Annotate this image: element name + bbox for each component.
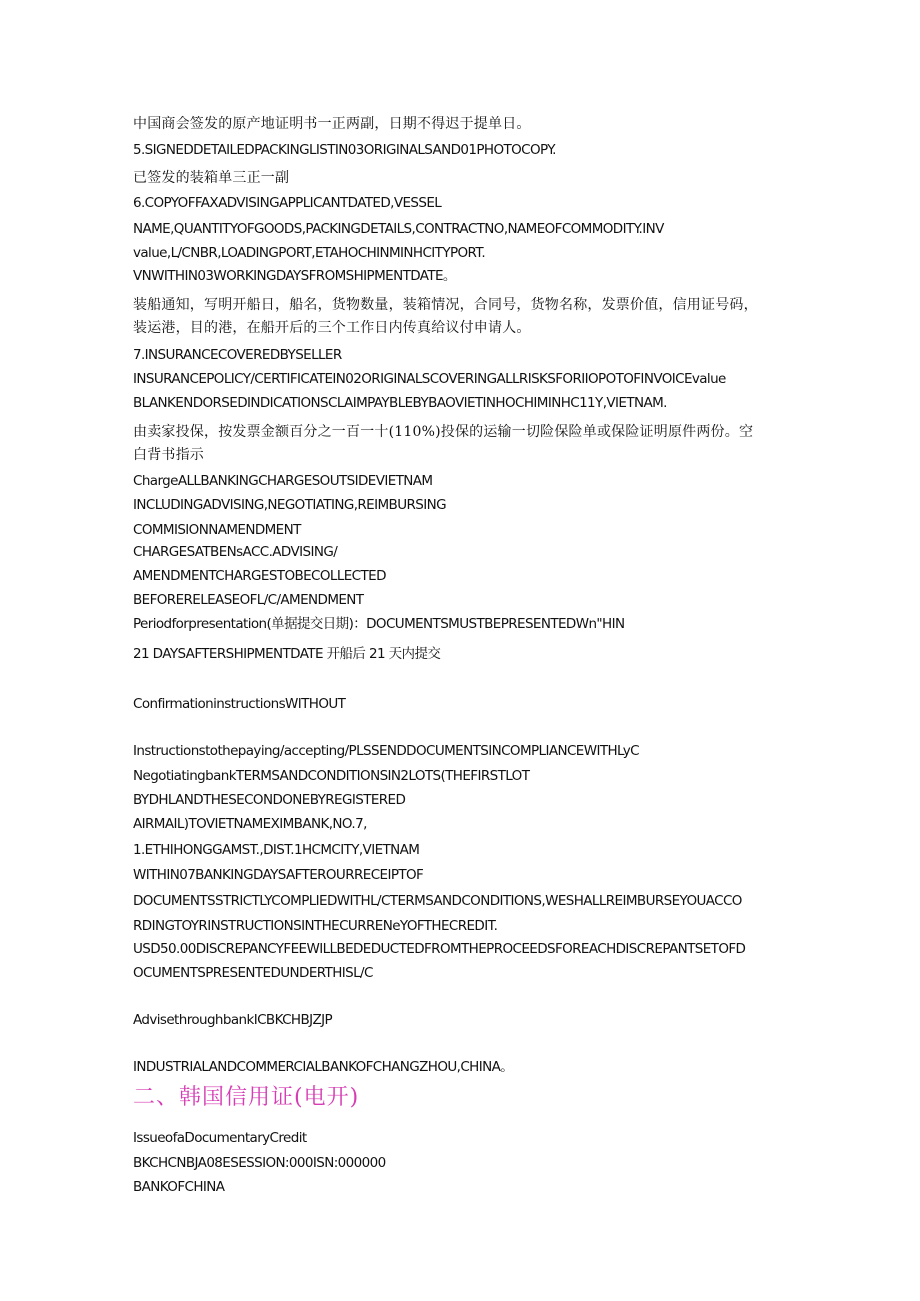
text-line: NegotiatingbankTERMSANDCONDITIONSIN2LOTS(THEFIRSTLOT — [133, 768, 530, 784]
text-line: VNWITHIN03WORKINGDAYSFROMSHIPMENTDATE。 — [133, 268, 456, 284]
text-line: INDUSTRIALANDCOMMERCIALBANKOFCHANGZHOU,CHINA。 — [133, 1059, 514, 1075]
text-line: 由卖家投保，按发票金额百分之一百一十(110%)投保的运输一切险保险单或保险证明原件两份。空 — [133, 424, 754, 440]
text-line: value,L/CNBR,LOADINGPORT,ETAHOCHINMINHCITYPORT. — [133, 245, 486, 261]
text-line: 白背书指示 — [133, 447, 204, 463]
text-line: IssueofaDocumentaryCredit — [133, 1130, 307, 1146]
text-line: BANKOFCHINA — [133, 1179, 225, 1195]
text-line: RDINGTOYRINSTRUCTIONSINTHECURRENeYOFTHECREDIT. — [133, 918, 498, 934]
text-line: BLANKENDORSEDINDICATIONSCLAIMPAYBLEBYBAOVIETINHOCHIMINHC11Y,VIETNAM. — [133, 395, 667, 411]
text-line: 21 DAYSAFTERSHIPMENTDATE 开船后 21 天内提交 — [133, 646, 441, 662]
text-line: 中国商会签发的原产地证明书一正两副，日期不得迟于提单日。 — [133, 116, 531, 132]
text-line: BYDHLANDTHESECONDONEBYREGISTERED — [133, 792, 406, 808]
text-line: INCLUDINGADVISING,NEGOTIATING,REIMBURSING — [133, 497, 446, 513]
text-line: NAME,QUANTITYOFGOODS,PACKINGDETAILS,CONTRACTNO,NAMEOFCOMMODITY.INV — [133, 221, 664, 237]
text-line: 已签发的装箱单三正一副 — [133, 170, 290, 186]
text-line: BKCHCNBJA08ESESSION:000ISN:000000 — [133, 1155, 386, 1171]
text-line: 1.ETHIHONGGAMST.,DIST.1HCMCITY,VIETNAM — [133, 842, 420, 858]
text-line: AIRMAIL)TOVIETNAMEXIMBANK,NO.7, — [133, 816, 367, 832]
text-line: DOCUMENTSSTRICTLYCOMPLIEDWITHL/CTERMSANDCONDITIONS,WESHALLREIMBURSEYOUACCO — [133, 893, 742, 909]
text-line: BEFORERELEASEOFL/C/AMENDMENT — [133, 592, 364, 608]
text-line: 5.SIGNEDDETAILEDPACKINGLISTIN03ORIGINALSAND01PHOTOCOPY. — [133, 142, 556, 158]
text-line: ChargeALLBANKINGCHARGESOUTSIDEVIETNAM — [133, 473, 433, 489]
text-line: Periodforpresentation(单据提交日期)：DOCUMENTSMUSTBEPRESENTEDWn"HIN — [133, 616, 625, 632]
text-line: AMENDMENTCHARGESTOBECOLLECTED — [133, 568, 386, 584]
text-line: Instructionstothepaying/accepting/PLSSENDDOCUMENTSINCOMPLIANCEWITHLyC — [133, 743, 639, 759]
text-line: 6.COPYOFFAXADVISINGAPPLICANTDATED,VESSEL — [133, 195, 442, 211]
text-line: 7.INSURANCECOVEREDBYSELLER — [133, 347, 342, 363]
text-line: CHARGESATBENsACC.ADVISING/ — [133, 544, 338, 560]
text-line: COMMISIONNAMENDMENT — [133, 522, 301, 538]
text-line: 装运港，目的港，在船开后的三个工作日内传真给议付申请人。 — [133, 320, 531, 336]
section-heading: 二、韩国信用证(电开) — [133, 1085, 360, 1110]
text-line: 装船通知，写明开船日，船名，货物数量，装箱情况，合同号，货物名称，发票价值，信用证号码， — [133, 297, 758, 313]
text-line: OCUMENTSPRESENTEDUNDERTHISL/C — [133, 965, 373, 981]
text-line: WITHIN07BANKINGDAYSAFTEROURRECEIPTOF — [133, 867, 424, 883]
text-line: USD50.00DISCREPANCYFEEWILLBEDEDUCTEDFROMTHEPROCEEDSFOREACHDISCREPANTSETOFD — [133, 941, 746, 957]
text-line: INSURANCEPOLICY/CERTIFICATEIN02ORIGINALSCOVERINGALLRISKSFORIIOPOTOFINVOICEvalue — [133, 371, 726, 387]
text-line: ConfirmationinstructionsWITHOUT — [133, 696, 346, 712]
text-line: AdvisethroughbankICBKCHBJZJP — [133, 1012, 333, 1028]
